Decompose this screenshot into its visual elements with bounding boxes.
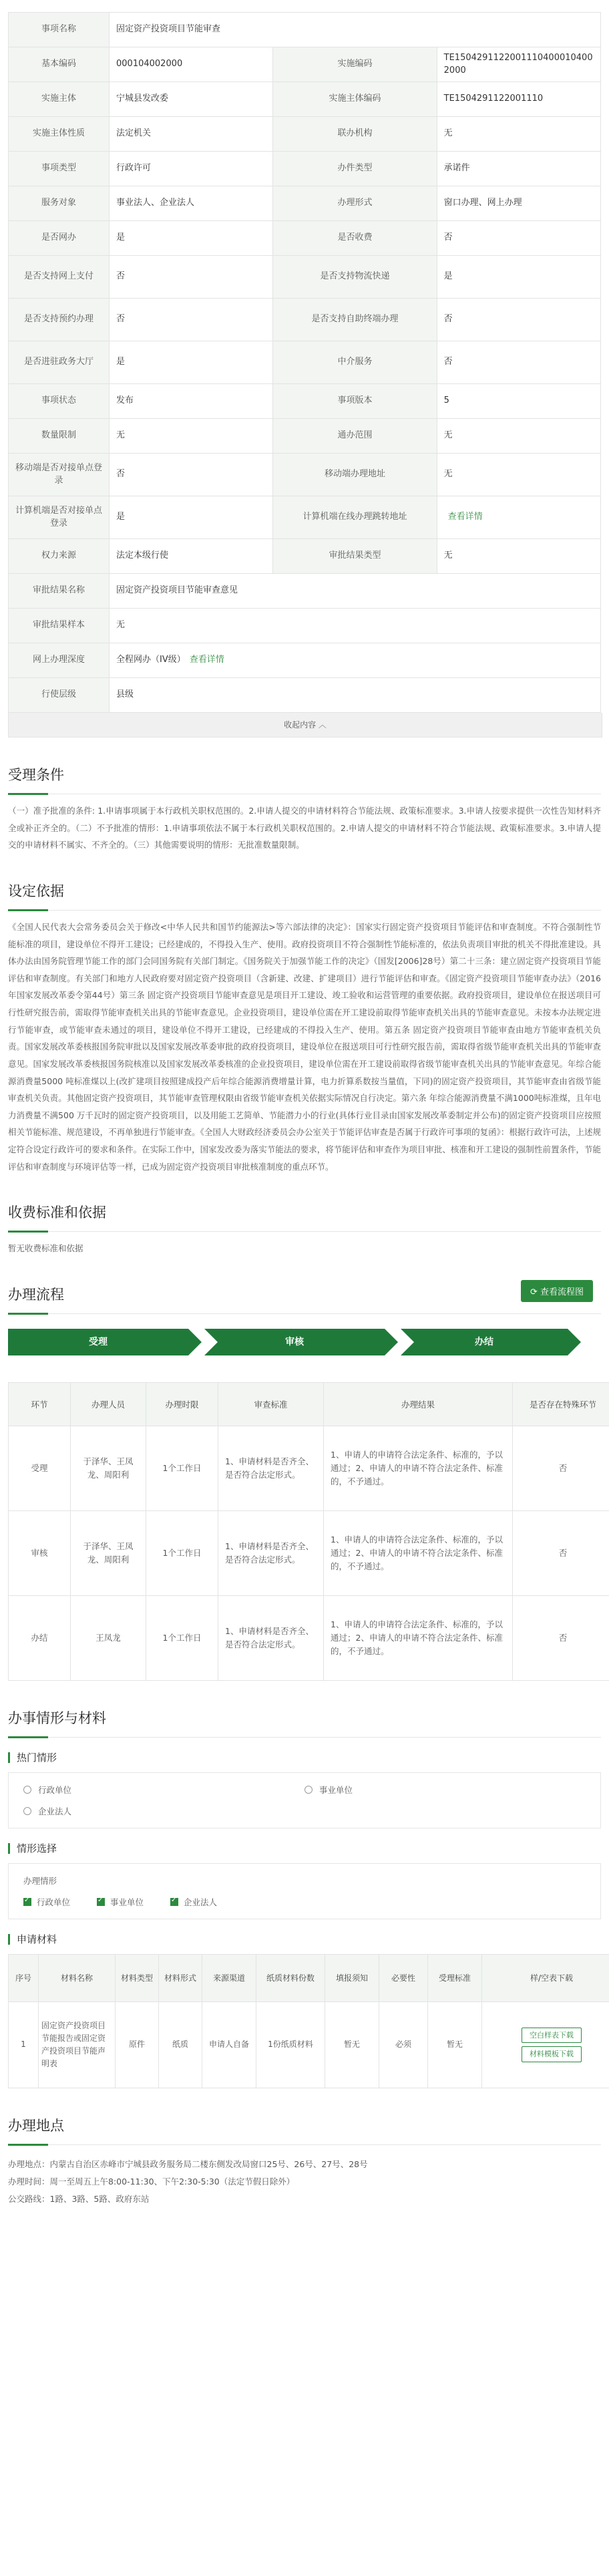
choose-title: 情形选择	[8, 1843, 601, 1854]
bus-text: 公交路线：1路、3路、5路、政府东站	[8, 2194, 150, 2205]
info-value: 是	[110, 341, 273, 384]
info-value: 无	[437, 419, 600, 454]
info-row	[9, 341, 601, 384]
info-value: 窗口办理、网上办理	[437, 186, 600, 221]
basis-text: 《全国人民代表大会常务委员会关于修改<中华人民共和国节约能源法>等六部法律的决定》：国家实行固定资产投资项目节能评估和审查制度。不符合强制性节能标准的项目，建设单位不得开工建设；已经建成的，不得投入生产、使用。政府投资项目不符合强制性节能标准的，依法负责项目审批的机关不得批准建设。具体办法由国务院管理节能工作的部门会同国务院有关部门制定。《国务院关于加强节能工作的决定》（国发[2006]28号）第二十三条：建立固定资产投资项目节能评估和审查制度。有关部门和地方人民政府要对固定资产投资项目（含新建、改建、扩建项目）进行节能评估和审查。《固定资产投资项目节能审查办法》（2016年国家发展改革委令第44号）第三条 固定资产投资项目节能审查意见是项目开工建设、竣工验收和运营管理的重要依据。政府投资项目，建设单位在报送项目可行性研究报告前，需取得节能审查机关出具的节能审查意见。企业投资项目，建设单位需在开工建设前取得节能审查机关出具的节能审查意见。未按本办法规定进行节能审查，或节能审查未通过的项目，建设单位不得开工建设，已经建成的不得投入生产、使用。第五条 固定资产投资项目节能审查由地方节能审查机关负责。国家发展改革委核报国务院审批以及国家发展改革委审批的政府投资项目，建设单位在报送项目可行性研究报告前，需取得省级节能审查机关出具的节能审查意见。国家发展改革委核报国务院核准以及国家发展改革委核准的企业投资项目，建设单位需在开工建设前取得省级节能审查机关出具的节能审查意见。年综合能源消费量5000 吨标准煤以上(改扩建项目按照建成投产后年综合能源消费增量计算，电力折算系数按当量值，下同)的固定资产投资项目，其节能审查由省级节能审查机关负责。其他固定资产投资项目，其节能审查管理权限由省级节能审查机关依据实际情况自行决定。第六条 年综合能源消费量不满1000吨标准煤，且年电力消费量不满500 万千瓦时的固定资产投资项目，以及用能工艺简单、节能潜力小的行业(具体行业目录由国家发展改革委制定并公布)的固定资产投资项目应按照相关节能标准、规范建设，不再单独进行节能审查。《全国人大财政经济委员会办公室关于节能评估审查是否属于行政许可事项的复函》：根据行政许可法，上述规定符合设定行政许可的要求和条件。在实际工作中，国家发改委为落实节能法的要求，将节能评估和审查作为项目审批、核准和开工建设的强制性前置条件，节能评估和审查制度与环境评估等一样，已成为固定资产投资项目审批核准制度的重点环节。	[8, 921, 601, 1172]
flow-cell-std: 1、申请材料是否齐全、是否符合法定形式。	[218, 1510, 324, 1595]
address-title: 办理地点	[8, 2115, 601, 2145]
material-header: 样/空表下载	[482, 1954, 609, 2001]
info-key: 是否支持物流快递	[273, 256, 437, 299]
choose-option[interactable]: ✓ 行政单位	[23, 1896, 70, 1908]
hours-text: 办理时间：周一至周五上午8:00-11:30、下午2:30-5:30（法定节假日除外）	[8, 2177, 295, 2187]
info-row	[9, 299, 601, 341]
flow-cell-step: 审核	[9, 1510, 71, 1595]
info-value: 否	[110, 454, 273, 496]
checkbox-icon	[23, 1898, 31, 1906]
info-value: 5	[437, 384, 600, 419]
detail-link[interactable]: 查看详情	[189, 655, 224, 665]
info-row	[9, 13, 601, 47]
info-key: 是否网办	[9, 221, 110, 256]
info-value: 法定机关	[110, 117, 273, 152]
flow-cell-result: 1、申请人的申请符合法定条件、标准的，予以通过；2、申请人的申请不符合法定条件、标准的，不予通过。	[324, 1595, 513, 1680]
info-value: 行政许可	[110, 152, 273, 186]
info-value: 无	[437, 117, 600, 152]
material-header: 来源渠道	[202, 1954, 256, 2001]
flow-cell-limit: 1个工作日	[146, 1595, 218, 1680]
info-value: 无	[437, 454, 600, 496]
flow-cell-special: 否	[513, 1426, 609, 1510]
info-key: 事项名称	[9, 13, 110, 47]
info-value: 法定本级行使	[110, 539, 273, 574]
material-header: 填报须知	[325, 1954, 379, 2001]
info-key: 审批结果样本	[9, 609, 110, 643]
detail-link[interactable]: 查看详情	[447, 512, 483, 522]
info-table	[8, 12, 601, 713]
apply-title: 申请材料	[8, 1934, 601, 1945]
hot-option[interactable]: 行政单位	[23, 1784, 304, 1796]
flow-cell-staff: 于泽华、王凤龙、周阳利	[71, 1426, 146, 1510]
flow-header: 办理时限	[146, 1382, 218, 1426]
info-key: 网上办理深度	[9, 643, 110, 678]
info-key: 审批结果类型	[273, 539, 437, 574]
info-value: 否	[110, 256, 273, 299]
material-header: 材料类型	[116, 1954, 159, 2001]
info-row	[9, 221, 601, 256]
address-text: 办理地点：内蒙古自治区赤峰市宁城县政务服务局二楼东侧发改局窗口25号、26号、27号、28号	[8, 2158, 368, 2169]
info-key: 实施主体编码	[273, 82, 437, 117]
info-row	[9, 678, 601, 713]
info-value: 否	[437, 221, 600, 256]
hot-box	[8, 1772, 601, 1828]
step-finish: 办结	[401, 1329, 568, 1355]
info-row	[9, 186, 601, 221]
flow-cell-staff: 王凤龙	[71, 1595, 146, 1680]
info-key: 数量限制	[9, 419, 110, 454]
flow-cell-staff: 于泽华、王凤龙、周阳利	[71, 1510, 146, 1595]
info-key: 审批结果名称	[9, 574, 110, 609]
info-value: TE1504291122001110	[437, 82, 600, 117]
choose-box	[8, 1863, 601, 1919]
hot-title: 热门情形	[8, 1752, 601, 1763]
blank-sample-download-button[interactable]: 空白样表下载	[522, 2028, 582, 2044]
flow-cell-std: 1、申请材料是否齐全、是否符合法定形式。	[218, 1595, 324, 1680]
basis-title: 设定依据	[8, 880, 601, 911]
info-value: 是	[437, 256, 600, 299]
info-value: 无	[110, 609, 601, 643]
flow-header: 是否存在特殊环节	[513, 1382, 609, 1426]
info-row	[9, 643, 601, 678]
flow-header: 环节	[9, 1382, 71, 1426]
flow-cell-limit: 1个工作日	[146, 1510, 218, 1595]
material-row: 1 固定资产投资项目节能报告或固定资产投资项目节能声明表 原件 纸质 申请人自备 1份纸质材料 暂无 必须 暂无 空白样表下载 材料模板下载	[9, 2001, 609, 2088]
collapse-button[interactable]: 收起内容 ︿	[8, 713, 602, 738]
info-key: 联办机构	[273, 117, 437, 152]
info-key: 是否进驻政务大厅	[9, 341, 110, 384]
info-key: 服务对象	[9, 186, 110, 221]
fee-text: 暂无收费标准和依据	[8, 1243, 83, 1254]
info-key: 行使层级	[9, 678, 110, 713]
info-value: 否	[437, 341, 600, 384]
info-key: 事项状态	[9, 384, 110, 419]
flow-cell-result: 1、申请人的申请符合法定条件、标准的，予以通过；2、申请人的申请不符合法定条件、标准的，不予通过。	[324, 1510, 513, 1595]
flow-cell-special: 否	[513, 1595, 609, 1680]
info-key: 事项版本	[273, 384, 437, 419]
choose-option[interactable]: ✓ 事业单位	[97, 1896, 144, 1908]
flow-header: 办理结果	[324, 1382, 513, 1426]
radio-icon	[304, 1786, 313, 1794]
material-header: 序号	[9, 1954, 39, 2001]
accept-text: （一）准予批准的条件: 1.申请事项属于本行政机关职权范围的。2.申请人提交的申请材料符合节能法规、政策标准要求。3.申请人按要求提供一次性告知材料齐全或补正齐全的。（二）不予批准的情形：1.申请事项依法不属于本行政机关职权范围的。2.申请人提交的申请材料不符合节能法规、政策标准要求。3.申请人提交的申请材料不属实、不齐全的。（三）其他需要说明的情形：无批准数量限制。	[8, 806, 601, 850]
info-value	[437, 496, 600, 539]
flow-steps	[8, 1329, 601, 1355]
flow-header: 办理人员	[71, 1382, 146, 1426]
fee-title: 收费标准和依据	[8, 1202, 601, 1232]
flow-cell-std: 1、申请材料是否齐全、是否符合法定形式。	[218, 1426, 324, 1510]
info-value: 县级	[110, 678, 601, 713]
material-header: 受理标准	[428, 1954, 482, 2001]
info-key: 计算机端是否对接单点登录	[9, 496, 110, 539]
info-key: 权力来源	[9, 539, 110, 574]
flow-cell-step: 办结	[9, 1595, 71, 1680]
info-row	[9, 419, 601, 454]
flowchart-button[interactable]: ⟳ 查看流程图	[521, 1280, 593, 1302]
info-key: 是否支持自助终端办理	[273, 299, 437, 341]
flow-cell-limit: 1个工作日	[146, 1426, 218, 1510]
info-value: TE15042911220011104000104002000	[437, 47, 600, 82]
info-row	[9, 539, 601, 574]
info-value: 000104002000	[110, 47, 273, 82]
info-row	[9, 82, 601, 117]
info-row	[9, 117, 601, 152]
info-value: 事业法人、企业法人	[110, 186, 273, 221]
info-key: 通办范围	[273, 419, 437, 454]
checkbox-icon	[97, 1898, 105, 1906]
materials-table	[8, 1954, 609, 2088]
info-value: 是	[110, 496, 273, 539]
hot-option[interactable]: 事业单位	[304, 1784, 586, 1796]
material-header: 材料形式	[159, 1954, 202, 2001]
info-key: 移动端是否对接单点登录	[9, 454, 110, 496]
info-key: 实施编码	[273, 47, 437, 82]
template-download-button[interactable]: 材料模板下载	[522, 2046, 582, 2062]
info-key: 实施主体性质	[9, 117, 110, 152]
info-key: 是否支持网上支付	[9, 256, 110, 299]
choose-label: 办理情形	[23, 1875, 57, 1886]
info-key: 是否支持预约办理	[9, 299, 110, 341]
info-value: 无	[437, 539, 600, 574]
info-row	[9, 47, 601, 82]
checkbox-icon	[170, 1898, 178, 1906]
radio-icon	[23, 1807, 31, 1815]
step-review: 审核	[204, 1329, 385, 1355]
info-value: 全程网办（IV级） 查看详情	[110, 643, 601, 678]
info-value: 否	[110, 299, 273, 341]
material-header: 材料名称	[39, 1954, 116, 2001]
flowchart-icon: ⟳	[530, 1287, 538, 1297]
info-key: 移动端办理地址	[273, 454, 437, 496]
flow-row	[9, 1595, 609, 1680]
info-key: 中介服务	[273, 341, 437, 384]
flow-header: 审查标准	[218, 1382, 324, 1426]
flow-title: 办理流程	[8, 1284, 601, 1314]
info-key: 办理形式	[273, 186, 437, 221]
info-key: 实施主体	[9, 82, 110, 117]
info-row	[9, 454, 601, 496]
info-value: 固定资产投资项目节能审查意见	[110, 574, 601, 609]
material-header: 必要性	[379, 1954, 428, 2001]
info-key: 办件类型	[273, 152, 437, 186]
radio-icon	[23, 1786, 31, 1794]
material-header: 纸质材料份数	[256, 1954, 325, 2001]
info-value: 无	[110, 419, 273, 454]
info-value: 发布	[110, 384, 273, 419]
flow-cell-step: 受理	[9, 1426, 71, 1510]
flow-row	[9, 1510, 609, 1595]
step-accept: 受理	[8, 1329, 188, 1355]
info-row	[9, 496, 601, 539]
hot-option[interactable]: 企业法人	[23, 1805, 304, 1817]
flow-cell-special: 否	[513, 1510, 609, 1595]
info-key: 事项类型	[9, 152, 110, 186]
info-value: 固定资产投资项目节能审查	[110, 13, 601, 47]
choose-option[interactable]: ✓ 企业法人	[170, 1896, 217, 1908]
flow-row	[9, 1426, 609, 1510]
flow-cell-result: 1、申请人的申请符合法定条件、标准的，予以通过；2、申请人的申请不符合法定条件、标准的，不予通过。	[324, 1426, 513, 1510]
flow-table	[8, 1382, 609, 1681]
info-row	[9, 574, 601, 609]
info-value: 承诺件	[437, 152, 600, 186]
info-row	[9, 384, 601, 419]
info-row	[9, 609, 601, 643]
materials-title: 办事情形与材料	[8, 1708, 601, 1738]
info-key: 是否收费	[273, 221, 437, 256]
info-row	[9, 152, 601, 186]
info-value: 宁城县发改委	[110, 82, 273, 117]
info-value: 否	[437, 299, 600, 341]
accept-title: 受理条件	[8, 764, 601, 794]
info-value: 是	[110, 221, 273, 256]
info-row	[9, 256, 601, 299]
info-key: 基本编码	[9, 47, 110, 82]
info-key: 计算机端在线办理跳转地址	[273, 496, 437, 539]
